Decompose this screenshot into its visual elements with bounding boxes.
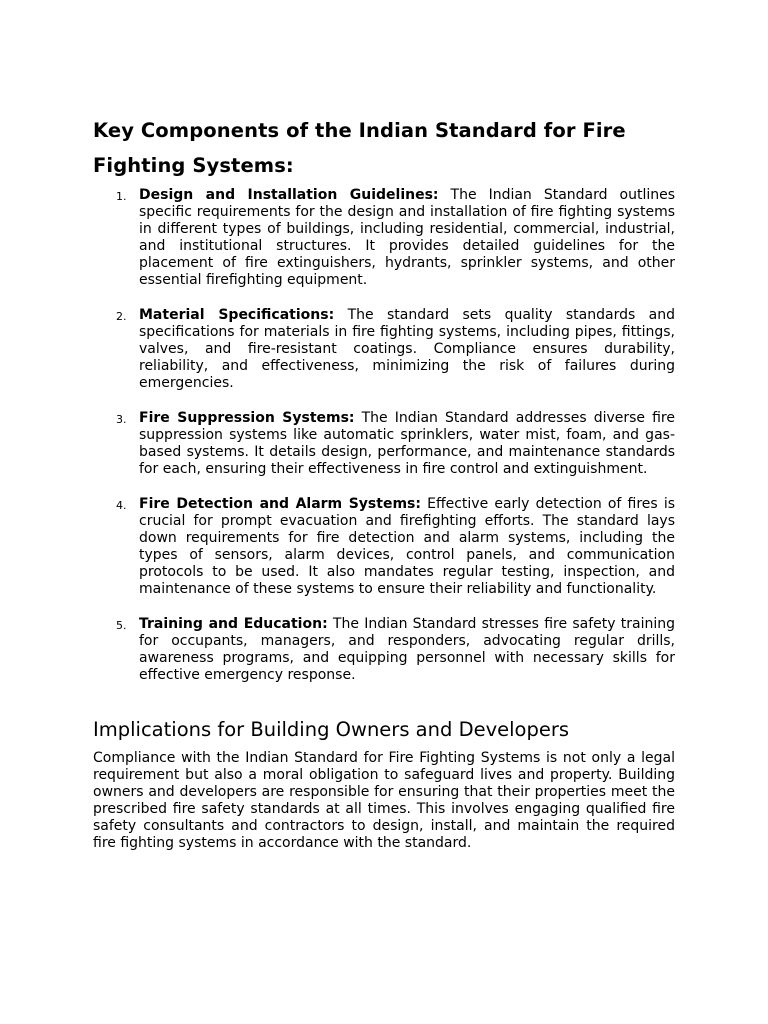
section-heading-implications: Implications for Building Owners and Developers bbox=[93, 718, 570, 741]
list-item-term: Training and Education: bbox=[139, 616, 328, 632]
list-item-number: 5. bbox=[116, 619, 127, 632]
list-item-number: 3. bbox=[116, 413, 127, 426]
list-item-term: Design and Installation Guidelines: bbox=[139, 187, 439, 203]
document-page bbox=[93, 113, 675, 852]
section-heading-key-components: Key Components of the Indian Standard for Fire Fighting Systems: bbox=[93, 119, 626, 177]
list-item-number: 4. bbox=[116, 499, 127, 512]
list-item bbox=[93, 187, 675, 289]
list-item-term: Material Specifications: bbox=[139, 307, 335, 323]
implications-paragraph: Compliance with the Indian Standard for Fire Fighting Systems is not only a legal requirement but also a moral obligation to safeguard lives and property. Building owners and developers are responsible for ensuring that their properties meet the prescribed fire safety standards at all times. This involves engaging qualified fire safety consultants and contractors to design, install, and maintain the required fire fighting systems in accordance with the standard. bbox=[93, 750, 675, 851]
list-item-term: Fire Suppression Systems: bbox=[139, 410, 355, 426]
list-item-text: The standard sets quality standards and specifications for materials in fire fighting systems, including pipes, fittings, valves, and fire-resistant coatings. Compliance ensures durability, reliability, and effectiveness, minimizing the risk of failures during emergencies. bbox=[139, 307, 676, 391]
list-item-number: 1. bbox=[116, 190, 127, 203]
list-item-text: The Indian Standard stresses fire safety training for occupants, managers, and responders, advocating regular drills, awareness programs, and equipping personnel with necessary skills for effective emergency response. bbox=[139, 616, 675, 683]
list-item-number: 2. bbox=[116, 310, 127, 323]
list-item-text: The Indian Standard addresses diverse fire suppression systems like automatic sprinklers, water mist, foam, and gas-based systems. It details design, performance, and maintenance standards for each, ensuring their effectiveness in fire control and extinguishment. bbox=[139, 410, 675, 477]
list-item bbox=[93, 307, 675, 392]
list-item-text: Effective early detection of fires is crucial for prompt evacuation and firefighting efforts. The standard lays down requirements for fire detection and alarm systems, including the types of sensors, alarm devices, control panels, and communication protocols to be used. It also mandates regular testing, inspection, and maintenance of these systems to ensure their reliability and functionality. bbox=[139, 496, 676, 597]
list-item-term: Fire Detection and Alarm Systems: bbox=[139, 496, 421, 512]
list-item bbox=[93, 616, 675, 684]
list-item bbox=[93, 496, 675, 598]
key-components-list bbox=[93, 187, 675, 684]
list-item-text: The Indian Standard outlines specific requirements for the design and installation of fire fighting systems in different types of buildings, including residential, commercial, industrial, and institutional structures. It provides detailed guidelines for the placement of fire extinguishers, hydrants, sprinkler systems, and other essential firefighting equipment. bbox=[139, 187, 676, 288]
list-item bbox=[93, 410, 675, 478]
